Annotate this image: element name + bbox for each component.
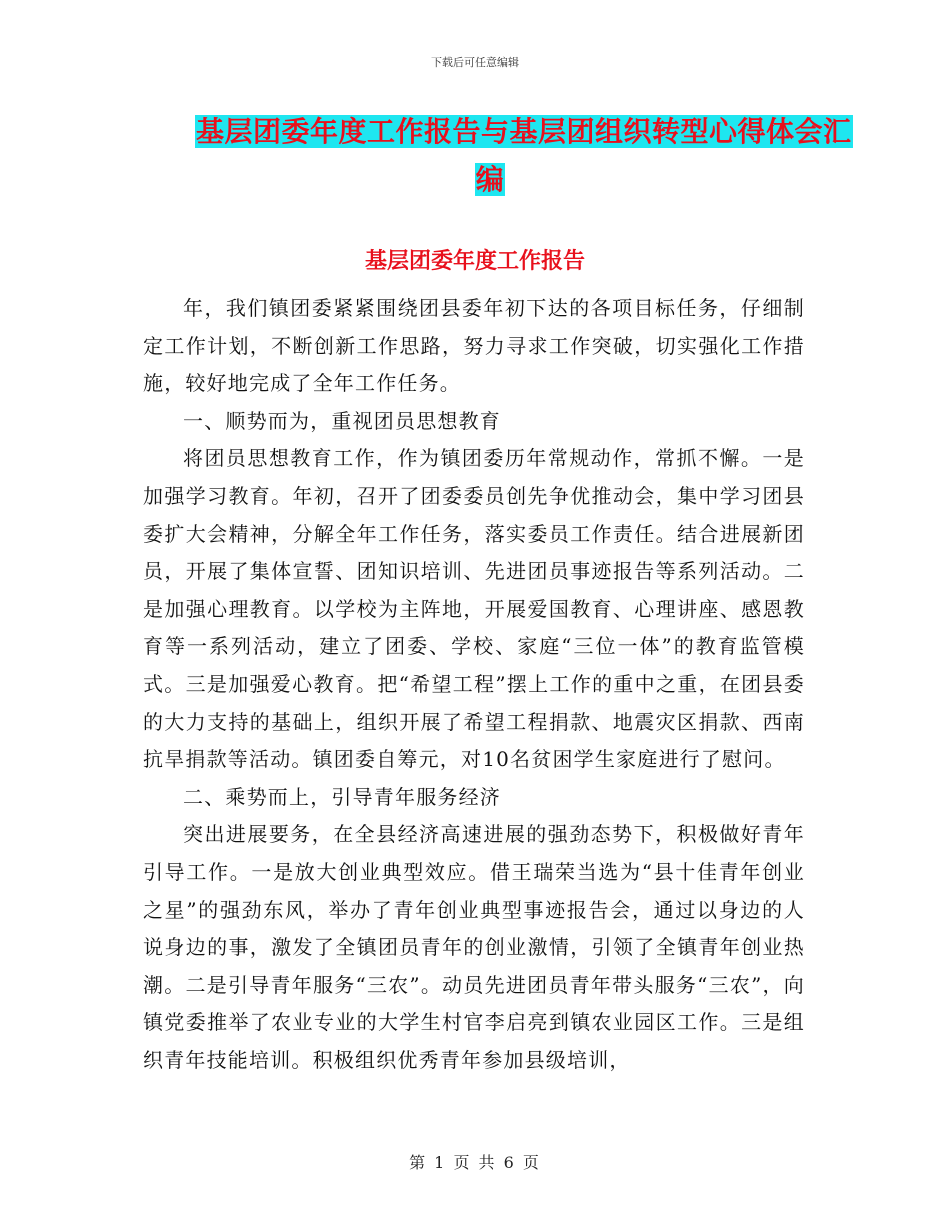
section-title: 基层团委年度工作报告 bbox=[364, 248, 585, 274]
title-line-2: 编 bbox=[475, 163, 505, 196]
paragraph-two: 突出进展要务，在全县经济高速进展的强劲态势下，积极做好青年引导工作。一是放大创业典型效应。借王瑞荣当选为“县十佳青年创业之星”的强劲东风，举办了青年创业典型事迹报告会，通过以身边的人说身边的事，激发了全镇团员青年的创业激情，引领了全镇青年创业热潮。二是引导青年服务“三农”。动员先进团员青年带头服务“三农”，向镇党委推举了农业专业的大学生村官李启亮到镇农业园区工作。三是组织青年技能培训。积极组织优秀青年参加县级培训， bbox=[143, 822, 805, 1072]
heading-one: 一、顺势而为，重视团员思想教育 bbox=[183, 408, 501, 433]
paragraph-one: 将团员思想教育工作，作为镇团委历年常规动作，常抓不懈。一是加强学习教育。年初，召开了团委委员创先争优推动会，集中学习团县委扩大会精神，分解全年工作任务，落实委员工作责任。结合进展新团员，开展了集体宣誓、团知识培训、先进团员事迹报告等系列活动。二是加强心理教育。以学校为主阵地，开展爱国教育、心理讲座、感恩教育等一系列活动，建立了团委、学校、家庭“三位一体”的教育监管模式。三是加强爱心教育。把“希望工程”摆上工作的重中之重，在团县委的大力支持的基础上，组织开展了希望工程捐款、地震灾区捐款、西南抗旱捐款等活动。镇团委自筹元，对10名贫困学生家庭进行了慰问。 bbox=[143, 446, 805, 772]
heading-two: 二、乘势而上，引导青年服务经济 bbox=[183, 784, 501, 809]
page-footer: 第 1 页 共 6 页 bbox=[409, 1153, 541, 1172]
title-line-1: 基层团委年度工作报告与基层团组织转型心得体会汇 bbox=[196, 115, 852, 148]
paragraph-intro: 年，我们镇团委紧紧围绕团县委年初下达的各项目标任务，仔细制定工作计划，不断创新工作思路，努力寻求工作突破，切实强化工作措施，较好地完成了全年工作任务。 bbox=[143, 296, 805, 396]
body-text bbox=[143, 290, 805, 1079]
header-note: 下载后可任意编辑 bbox=[431, 56, 519, 69]
document-title bbox=[195, 108, 852, 204]
